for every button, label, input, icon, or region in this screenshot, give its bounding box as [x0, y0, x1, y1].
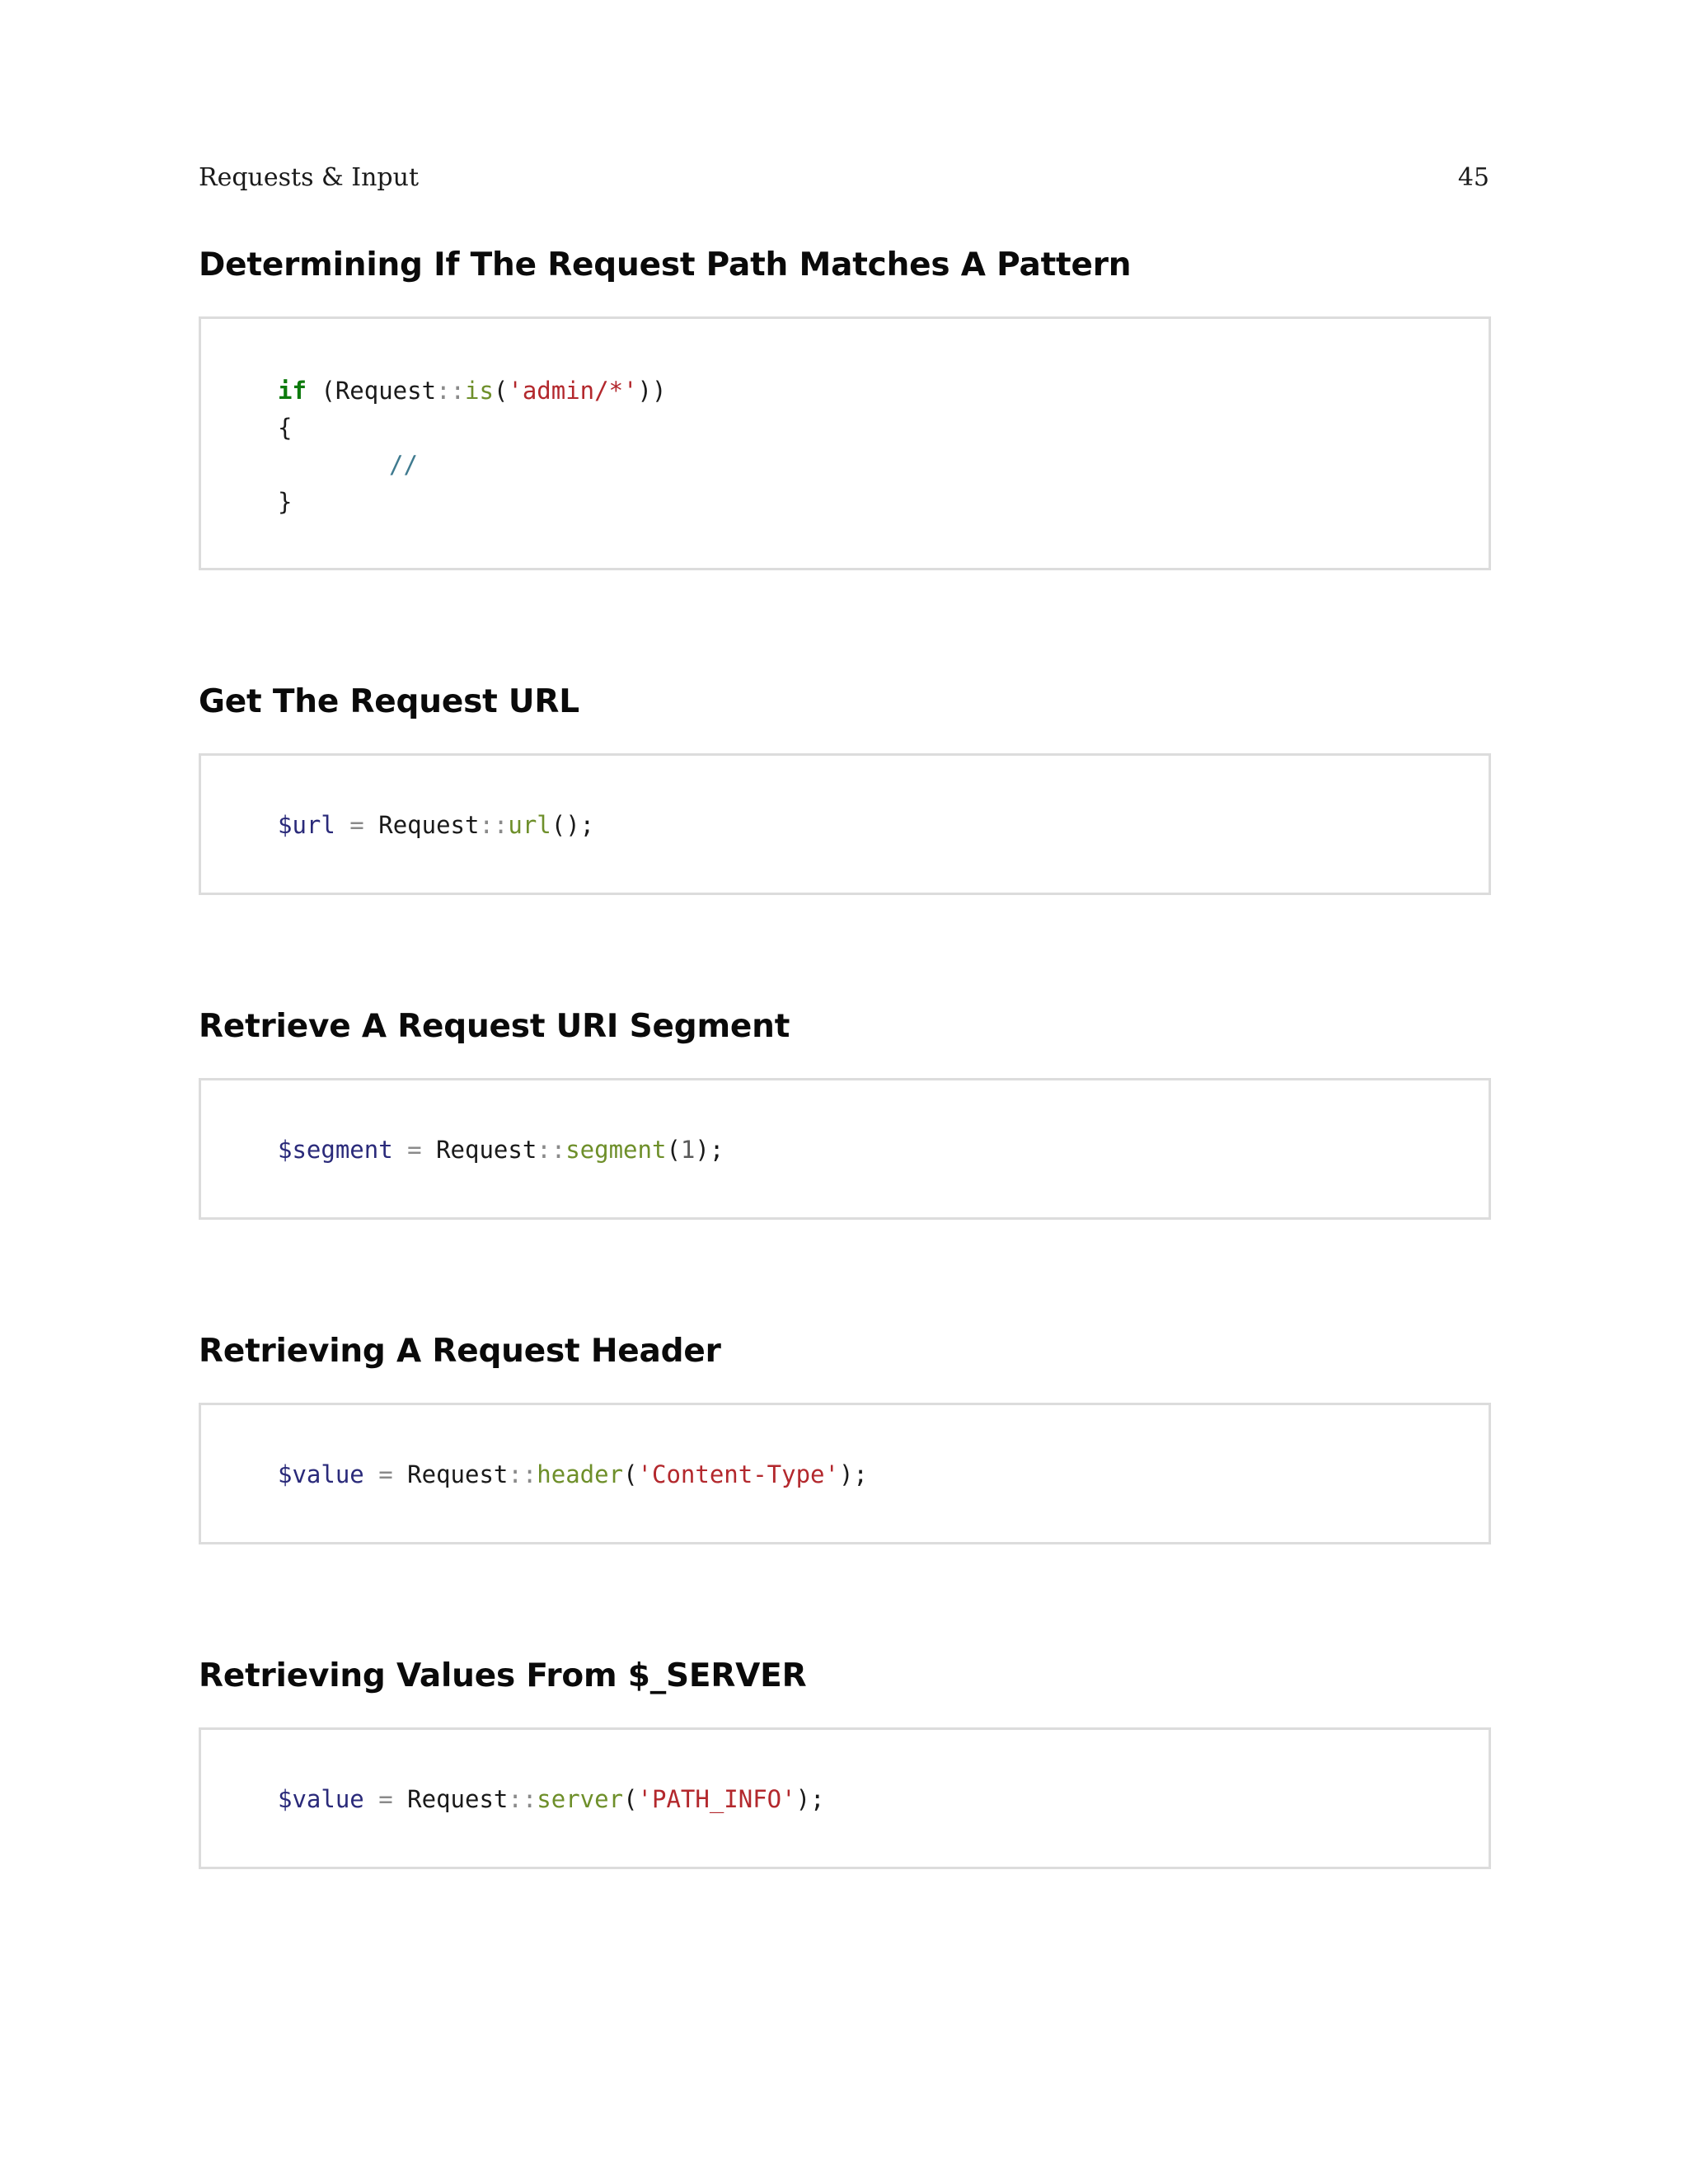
code-line-3	[389, 447, 418, 484]
code-block	[199, 1078, 1491, 1220]
code-operator: ::	[508, 1785, 537, 1813]
code-line-4	[278, 484, 292, 521]
code-punct: (	[666, 1136, 681, 1164]
code-class: Request	[335, 377, 437, 405]
chapter-title: Requests & Input	[199, 162, 419, 192]
keyword-if: if	[278, 377, 307, 405]
code-line-1	[278, 1132, 724, 1169]
section-path-pattern	[199, 242, 1491, 570]
code-line-2	[278, 410, 292, 447]
code-class: Request	[407, 1460, 509, 1488]
code-operator: ::	[537, 1136, 566, 1164]
section-heading: Determining If The Request Path Matches A Pattern	[199, 246, 1132, 284]
code-line-1	[278, 807, 594, 844]
code-operator: ::	[479, 811, 509, 839]
code-method: header	[537, 1460, 624, 1488]
code-operator: ::	[508, 1460, 537, 1488]
code-operator: =	[363, 1785, 408, 1813]
code-string: 'Content-Type'	[637, 1460, 839, 1488]
code-class: Request	[407, 1785, 509, 1813]
code-variable: $value	[278, 1785, 364, 1813]
code-comment: //	[389, 451, 418, 479]
code-punct: );	[795, 1785, 825, 1813]
code-punct: );	[695, 1136, 724, 1164]
code-class: Request	[436, 1136, 537, 1164]
code-method: segment	[565, 1136, 667, 1164]
code-line-1	[278, 1781, 825, 1818]
code-string: 'admin/*'	[508, 377, 638, 405]
code-string: 'PATH_INFO'	[637, 1785, 796, 1813]
section-heading: Retrieving Values From $_SERVER	[199, 1657, 807, 1694]
code-class: Request	[378, 811, 480, 839]
code-operator: ::	[436, 377, 465, 405]
section-heading: Retrieve A Request URI Segment	[199, 1008, 790, 1045]
code-variable: $value	[278, 1460, 364, 1488]
code-punct: ))	[637, 377, 667, 405]
code-operator: =	[335, 811, 379, 839]
code-variable: $url	[278, 811, 335, 839]
code-block	[199, 753, 1491, 895]
code-punct: (	[623, 1460, 638, 1488]
code-operator: =	[363, 1460, 408, 1488]
code-method: server	[537, 1785, 624, 1813]
page-number: 45	[1457, 162, 1489, 192]
code-method: is	[464, 377, 494, 405]
section-request-url	[199, 679, 1491, 895]
running-header	[199, 158, 1489, 196]
code-operator: =	[392, 1136, 437, 1164]
code-variable: $segment	[278, 1136, 393, 1164]
section-request-header	[199, 1329, 1491, 1544]
code-method: url	[508, 811, 551, 839]
section-server-values	[199, 1653, 1491, 1869]
code-block	[199, 1727, 1491, 1869]
code-number: 1	[680, 1136, 696, 1164]
code-block	[199, 316, 1491, 570]
code-line-1	[278, 1456, 868, 1493]
code-line-1	[278, 373, 666, 410]
section-heading: Retrieving A Request Header	[199, 1333, 721, 1370]
code-punct: ();	[551, 811, 595, 839]
section-heading: Get The Request URL	[199, 683, 579, 720]
section-uri-segment	[199, 1004, 1491, 1220]
code-punct: (	[623, 1785, 638, 1813]
code-block	[199, 1403, 1491, 1544]
code-punct: );	[838, 1460, 868, 1488]
code-brace: {	[278, 414, 293, 442]
code-punct: (	[306, 377, 335, 405]
code-punct: (	[493, 377, 509, 405]
code-brace: }	[278, 488, 293, 516]
